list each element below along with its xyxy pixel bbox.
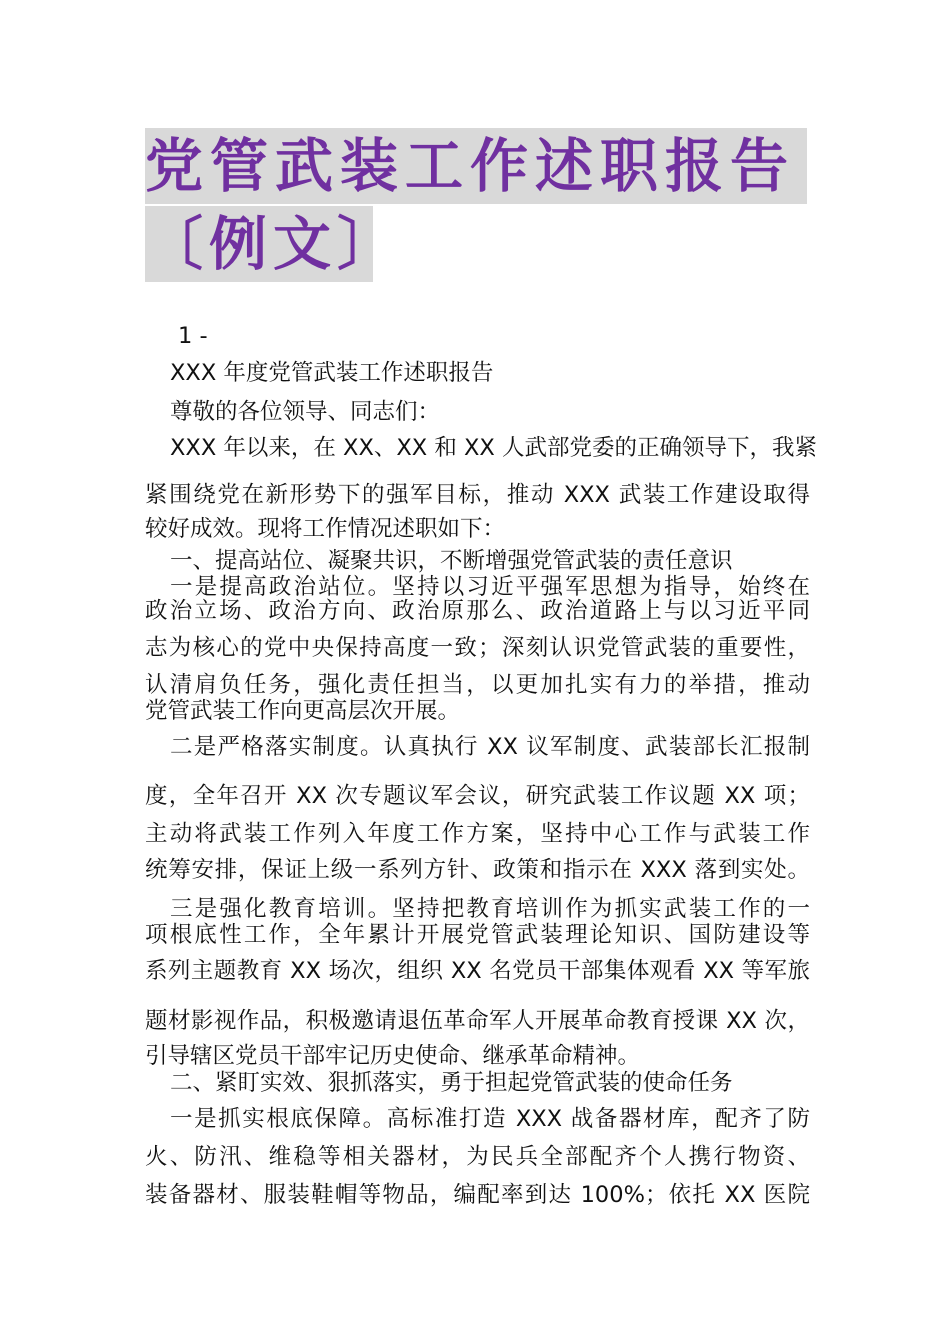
document-title-line-1: 党管武装工作述职报告 (145, 128, 807, 204)
paragraph-line: 统筹安排，保证上级一系列方针、政策和指示在 XXX 落到实处。 (145, 857, 810, 883)
paragraph-line: 三是强化教育培训。坚持把教育培训作为抓实武装工作的一 (170, 896, 810, 922)
paragraph-line: 一是提高政治站位。坚持以习近平强军思想为指导，始终在 (170, 574, 810, 600)
paragraph-line: 装备器材、服装鞋帽等物品，编配率到达 100%；依托 XX 医院 (145, 1182, 810, 1208)
paragraph-line: 认清肩负任务，强化责任担当，以更加扎实有力的举措，推动 (145, 672, 810, 698)
paragraph-line: 项根底性工作，全年累计开展党管武装理论知识、国防建设等 (145, 922, 810, 948)
salutation: 尊敬的各位领导、同志们： (170, 399, 441, 425)
paragraph-line: 度，全年召开 XX 次专题议军会议，研究武装工作议题 XX 项； (145, 783, 810, 809)
paragraph-line: XXX 年以来，在 XX、XX 和 XX 人武部党委的正确领导下，我紧 (170, 435, 817, 461)
section-heading: 二、紧盯实效、狠抓落实，勇于担起党管武装的使命任务 (170, 1070, 733, 1096)
paragraph-line: 较好成效。现将工作情况述职如下： (145, 516, 506, 542)
paragraph-line: 火、防汛、维稳等相关器材，为民兵全部配齐个人携行物资、 (145, 1144, 810, 1170)
paragraph-line: 引导辖区党员干部牢记历史使命、继承革命精神。 (145, 1043, 641, 1069)
paragraph-line: 二是严格落实制度。认真执行 XX 议军制度、武装部长汇报制 (170, 734, 810, 760)
paragraph-line: 主动将武装工作列入年度工作方案，坚持中心工作与武装工作 (145, 821, 810, 847)
paragraph-line: 志为核心的党中央保持高度一致；深刻认识党管武装的重要性， (145, 635, 810, 661)
section-heading: 一、提高站位、凝聚共识，不断增强党管武装的责任意识 (170, 548, 733, 574)
paragraph-line: 一是抓实根底保障。高标准打造 XXX 战备器材库，配齐了防 (170, 1106, 810, 1132)
paragraph-line: 题材影视作品，积极邀请退伍革命军人开展革命教育授课 XX 次， (145, 1008, 810, 1034)
paragraph-line: 党管武装工作向更高层次开展。 (145, 698, 461, 724)
paragraph-line: 紧围绕党在新形势下的强军目标，推动 XXX 武装工作建设取得 (145, 482, 810, 508)
document-title-line-2: 〔例文〕 (145, 206, 373, 282)
paragraph-line: 政治立场、政治方向、政治原那么、政治道路上与以习近平同 (145, 598, 810, 624)
page-number: 1 - (178, 323, 208, 349)
report-heading: XXX 年度党管武装工作述职报告 (170, 360, 494, 386)
paragraph-line: 系列主题教育 XX 场次，组织 XX 名党员干部集体观看 XX 等军旅 (145, 958, 810, 984)
